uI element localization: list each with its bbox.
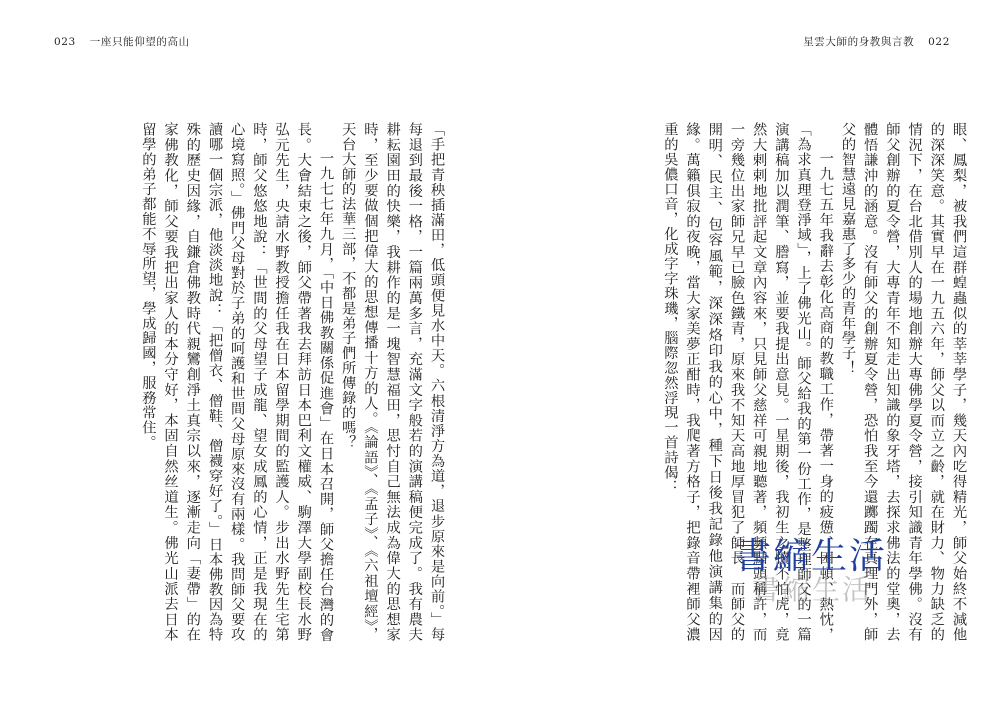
paragraph: 「手把青秧插滿田，低頭便見水中天。六根清淨方為道，退步原來是向前。」每每退到最後一格，一篇兩萬多言，充滿文字般若的演講稿便完成了。我有農夫耕耘園田的快樂，我耕作的是一塊智慧福田，思忖自己無法成為偉大的思想家時，至少要做個把偉大的思想傳播十方的人。《論語》、《孟子》、《六祖壇經》，天台大師的法華三部，不都是弟子們所傳錄的嗎？ (340, 122, 445, 642)
right-running-title: 星雲大師的身教與言教 (803, 36, 915, 48)
paragraph: 一九七七年九月，「中日佛教關係促進會」在日本召開，師父擔任台灣的會長。大會結束之後，師父帶著我去拜訪日本巴利文權威、駒澤大學副校長水野弘元先生，央請水野教授擔任我在日本留學期間的監護人。步出水野先生宅第時，師父悠悠地說：「世間的父母望子成龍、望女成鳳的心情，正是我現在的心境寫照。」佛門父母對於子弟的呵護和世間父母原來沒有兩樣。我問師父要攻讀哪一個宗派，他淡淡地說：「把僧衣、僧鞋、僧襪穿好了。」日本佛教因為特殊的歷史因緣，自鎌倉佛教時代親鸞創淨土真宗以來，逐漸走向「妻帶」的在家佛教化，師父要我把出家人的本分守好，本固自然丝道生。佛光山派去日本留學的弟子都能不辱所望，學成歸國，服務常住。 (140, 122, 334, 642)
paragraph: 一九七五年我辭去彰化高商的教職工作，帶著一身的疲憊、困頓、熱忱，「為求真理登淨域」，上了佛光山。師父給我的第一份工作，是整理師父的一篇演講稿加以潤筆、謄寫，並要我提出意見。一星期後，我初生之犢不怕虎，竟然大剌剌地批評起文章內容來，只見師父慈祥可親地聽著，頻頻點頭稱許，而一旁幾位出家師兄早已臉色鐵青，原來我不知天高地厚冒犯了師長，而師父的開明、民主、包容風範，深深烙印我的心中，種下日後我記錄他演講集的因緣。萬籟俱寂的夜晚，當大家美夢正酣時，我爬著方格子，把錄音帶裡師父濃重的吳儂口音，化成字字珠璣，腦際忽然浮現一首詩偈： (662, 122, 834, 642)
left-page-body (76, 122, 448, 642)
watermark-shadow: 書縮生活 (752, 573, 873, 606)
watermark-logo: 書縮生活 (735, 536, 888, 577)
left-page-number: 023 (54, 36, 76, 48)
right-page-header (803, 34, 960, 49)
left-running-title: 一座只能仰望的高山 (89, 36, 190, 48)
left-page-header (44, 34, 190, 49)
paragraph: 眼、鳳梨，被我們這群蝗蟲似的莘莘學子，幾天內吃得精光，師父始終不減他的深深笑意。其實早在一九五六年，師父以而立之齡，就在財力、物力缺乏的情況下，在台北借別人的場地創辦大專佛學夏令營，接引知識青年學佛。沒有師父創辦的夏令營，大專青年不知走出知識的象牙塔，去探求佛法的堂奧，去體悟謙沖的涵意。沒有師父的創辦夏令營，恐怕我至今還躑躅在真理門外，師父的智慧遠見嘉惠了多少的青年學子！ (839, 122, 967, 642)
right-page-number: 022 (928, 36, 950, 48)
